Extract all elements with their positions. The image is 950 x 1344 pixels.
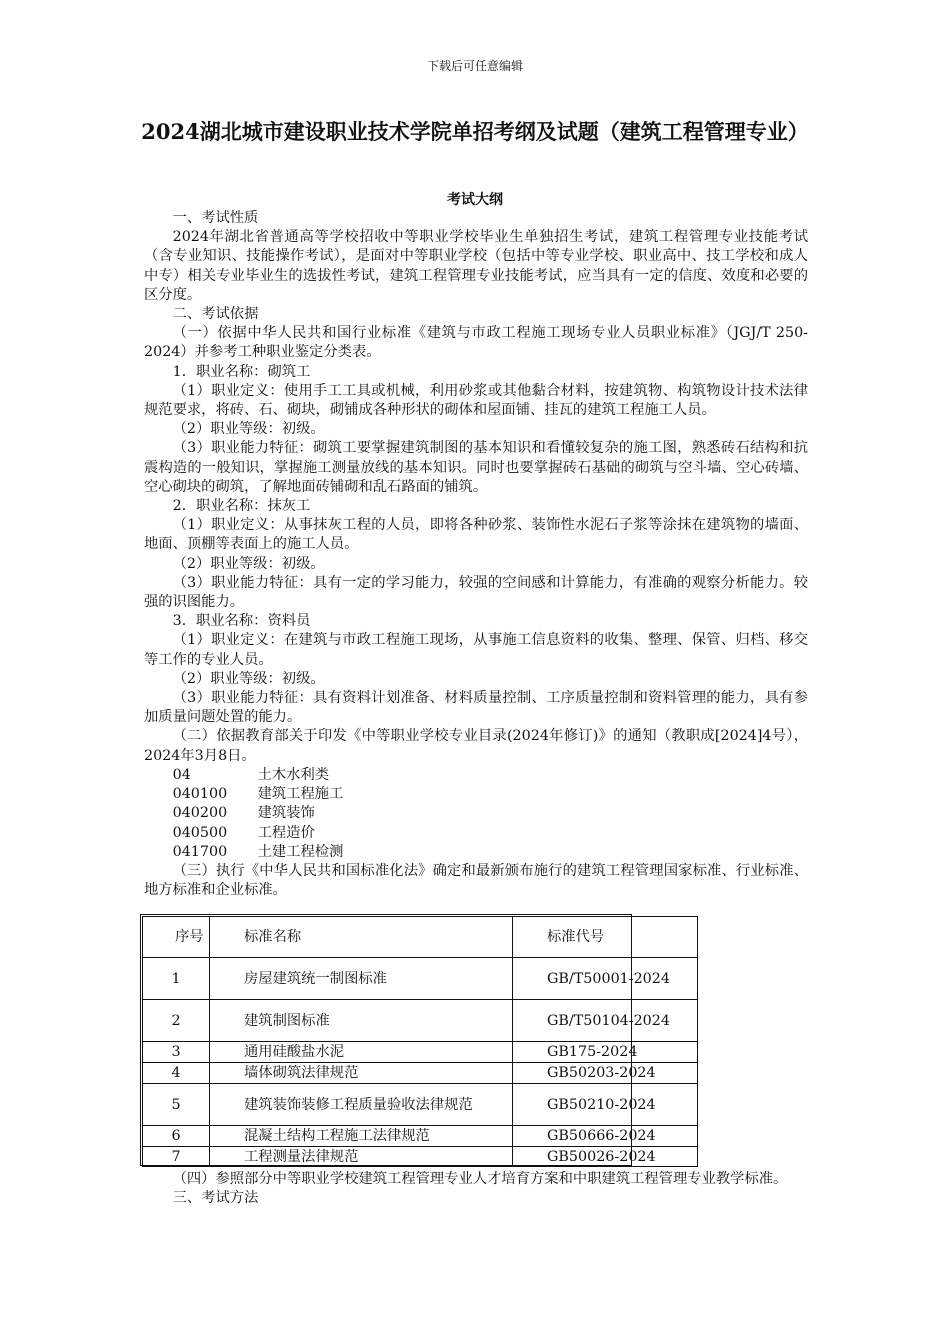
row-code: GB50026-2024 [513, 1147, 698, 1167]
occupation-3-title: 3．职业名称：资料员 [172, 613, 311, 630]
major-name: 土建工程检测 [257, 843, 344, 860]
row-index: 7 [143, 1147, 210, 1167]
major-name: 建筑装饰 [257, 805, 315, 822]
row-index: 6 [143, 1126, 210, 1147]
heading-exam-nature: 一、考试性质 [172, 210, 259, 226]
major-name: 建筑工程施工 [257, 786, 344, 803]
header-index: 序号 [143, 917, 210, 958]
row-name: 建筑制图标准 [210, 1000, 513, 1042]
occupation-2-level: （2）职业等级：初级。 [172, 555, 325, 572]
occupation-3-definition: （1）职业定义：在建筑与市政工程施工现场，从事施工信息资料的收集、整理、保管、归档、移交等工作的专业人员。 [144, 632, 808, 668]
major-name: 土木水利类 [257, 766, 330, 783]
row-code: GB/T50104-2024 [513, 1000, 698, 1042]
row-code: GB/T50001-2024 [513, 958, 698, 1000]
major-code: 040200 [172, 805, 228, 822]
paragraph-basis-2: （二）依据教育部关于印发《中等职业学校专业目录(2024年修订)》的通知（教职成[2024]4号），2024年3月8日。 [144, 728, 808, 764]
header-code: 标准代号 [513, 917, 698, 958]
document-body [144, 209, 808, 900]
row-name: 混凝土结构工程施工法律规范 [210, 1126, 513, 1147]
major-code-row [144, 843, 808, 862]
major-code-row [144, 766, 808, 785]
major-code: 041700 [172, 843, 228, 860]
row-name: 通用硅酸盐水泥 [210, 1042, 513, 1063]
table-row [143, 1126, 698, 1147]
row-code: GB50210-2024 [513, 1084, 698, 1126]
table-header-row [143, 917, 698, 958]
table-row [143, 958, 698, 1000]
table-row [143, 1042, 698, 1063]
row-index: 1 [143, 958, 210, 1000]
occupation-1-level: （2）职业等级：初级。 [172, 421, 325, 438]
table-row [143, 1063, 698, 1084]
paragraph-exam-nature: 2024年湖北省普通高等学校招收中等职业学校毕业生单独招生考试，建筑工程管理专业技能考试（含专业知识、技能操作考试），是面对中等职业学校（包括中等专业学校、职业高中、技工学校和成人中专）相关专业毕业生的选拔性考试，建筑工程管理专业技能考试，应当具有一定的信度、效度和必要的区分度。 [144, 229, 808, 303]
paragraph-basis-1: （一）依据中华人民共和国行业标准《建筑与市政工程施工现场专业人员职业标准》（JGJ/T 250-2024）并参考工种职业鉴定分类表。 [144, 325, 808, 361]
document-title: 2024湖北城市建设职业技术学院单招考纲及试题（建筑工程管理专业） [141, 119, 809, 144]
major-name: 工程造价 [257, 824, 315, 841]
occupation-1-definition: （1）职业定义：使用手工工具或机械，利用砂浆或其他黏合材料，按建筑物、构筑物设计技术法律规范要求，将砖、石、砌块，砌铺成各种形状的砌体和屋面铺、挂瓦的建筑工程施工人员。 [144, 382, 808, 419]
occupation-3-ability: （3）职业能力特征：具有资料计划准备、材料质量控制、工序质量控制和资料管理的能力，具有参加质量问题处置的能力。 [144, 690, 808, 726]
section-title: 考试大纲 [447, 192, 503, 208]
major-code: 040500 [172, 824, 228, 841]
table-row [143, 1147, 698, 1167]
table-row [143, 1000, 698, 1042]
row-name: 房屋建筑统一制图标准 [210, 958, 513, 1000]
occupation-2-definition: （1）职业定义：从事抹灰工程的人员，即将各种砂浆、装饰性水泥石子浆等涂抹在建筑物的墙面、地面、顶棚等表面上的施工人员。 [144, 517, 808, 553]
occupation-1-title: 1．职业名称：砌筑工 [172, 363, 311, 380]
occupation-1-ability: （3）职业能力特征：砌筑工要掌握建筑制图的基本知识和看懂较复杂的施工图，熟悉砖石结构和抗震构造的一般知识，掌握施工测量放线的基本知识。同时也要掌握砖石基础的砌筑与空斗墙、空心砖墙、空心砌块的砌筑，了解地面砖铺砌和乱石路面的铺筑。 [144, 440, 808, 495]
row-index: 2 [143, 1000, 210, 1042]
major-code: 040100 [172, 786, 228, 803]
row-index: 3 [143, 1042, 210, 1063]
row-code: GB50203-2024 [513, 1063, 698, 1084]
major-code-row [144, 824, 808, 843]
row-index: 5 [143, 1084, 210, 1126]
occupation-2-ability: （3）职业能力特征：具有一定的学习能力，较强的空间感和计算能力，有准确的观察分析能力。较强的识图能力。 [144, 574, 808, 611]
occupation-2-title: 2．职业名称：抹灰工 [172, 498, 311, 515]
table-row [143, 1084, 698, 1126]
row-code: GB50666-2024 [513, 1126, 698, 1147]
row-code: GB175-2024 [513, 1042, 698, 1063]
heading-exam-basis: 二、考试依据 [172, 306, 259, 323]
document-body-continued [144, 1170, 808, 1208]
row-name: 工程测量法律规范 [210, 1147, 513, 1167]
standards-table [142, 916, 698, 1167]
occupation-3-level: （2）职业等级：初级。 [172, 670, 325, 687]
page-header-note: 下载后可任意编辑 [426, 59, 523, 73]
paragraph-basis-3: （三）执行《中华人民共和国标准化法》确定和最新颁布施行的建筑工程管理国家标准、行业标准、地方标准和企业标准。 [144, 862, 808, 899]
row-name: 建筑装饰装修工程质量验收法律规范 [210, 1084, 513, 1126]
major-code-row [144, 804, 808, 823]
row-index: 4 [143, 1063, 210, 1084]
row-name: 墙体砌筑法律规范 [210, 1063, 513, 1084]
header-name: 标准名称 [210, 917, 513, 958]
heading-exam-method: 三、考试方法 [172, 1190, 259, 1207]
major-code: 04 [172, 766, 191, 783]
paragraph-basis-4: （四）参照部分中等职业学校建筑工程管理专业人才培育方案和中职建筑工程管理专业教学标准。 [172, 1171, 788, 1187]
major-code-row [144, 785, 808, 804]
